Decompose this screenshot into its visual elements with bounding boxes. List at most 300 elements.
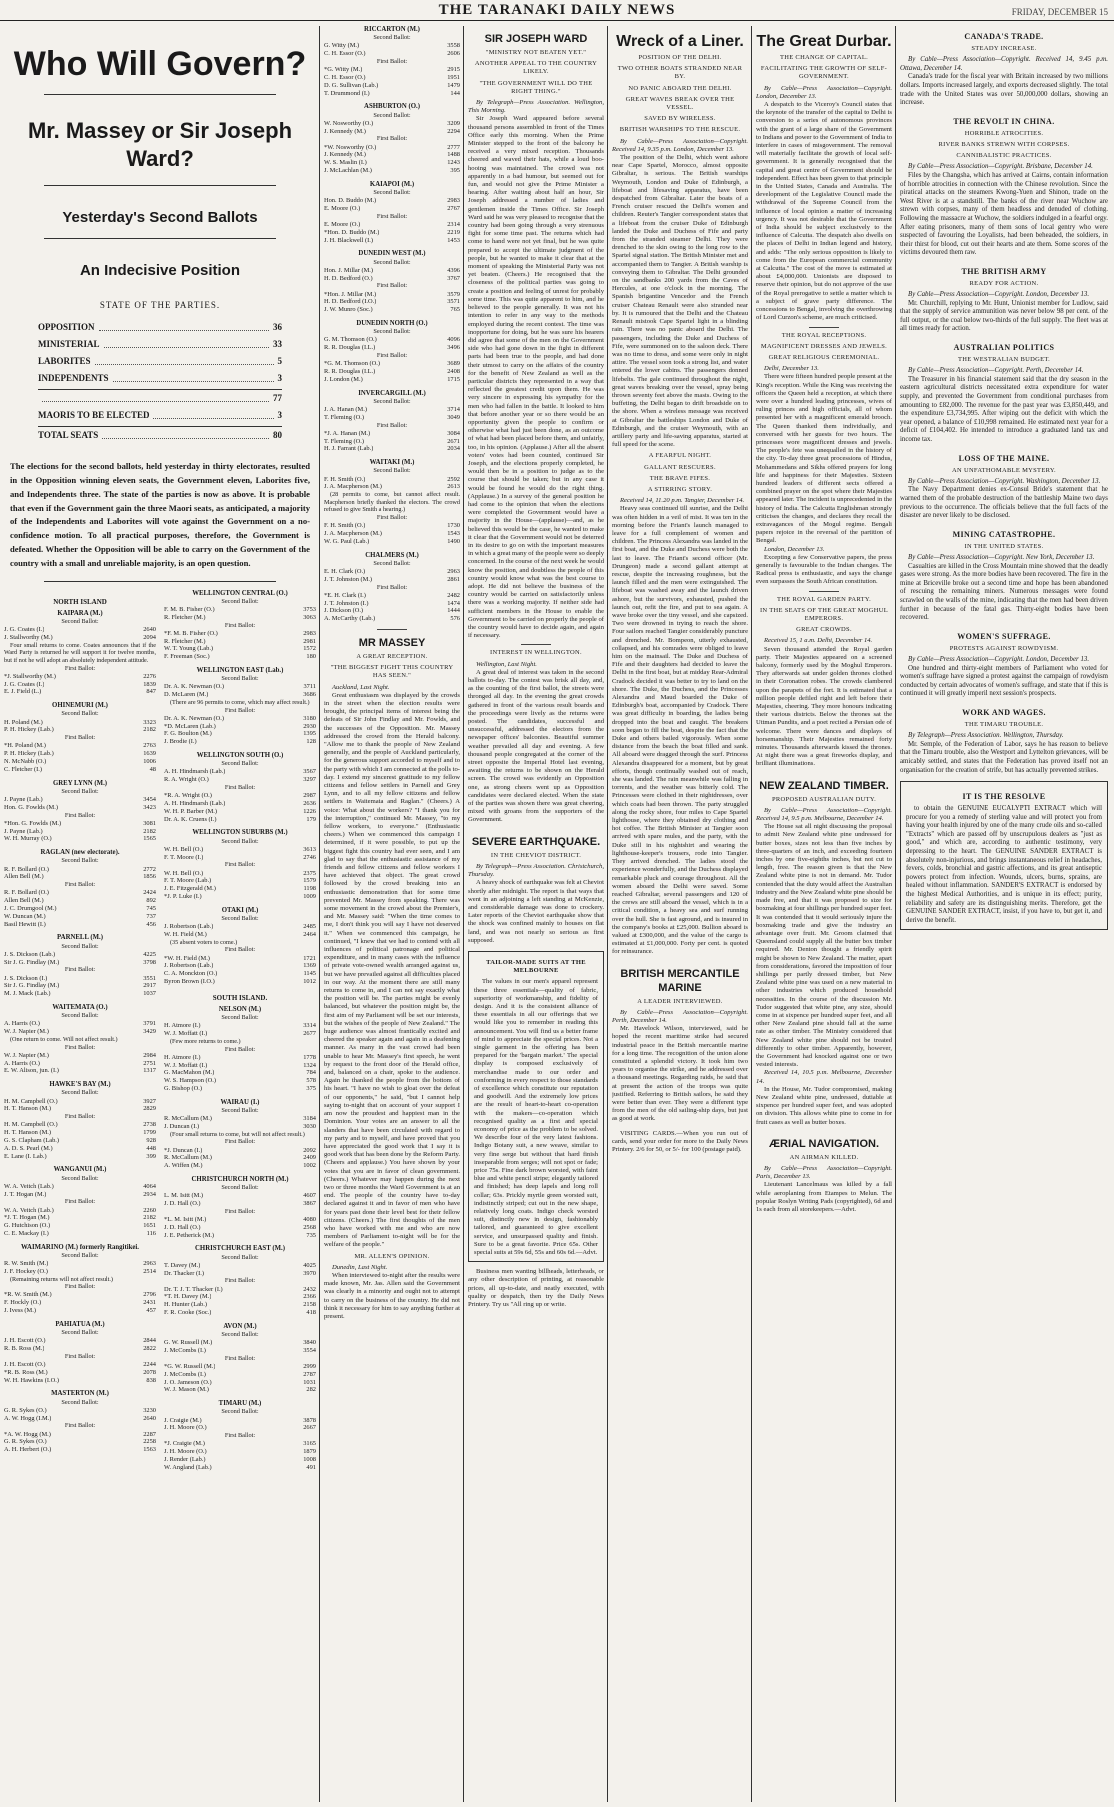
candidate-row bbox=[4, 688, 156, 696]
electorate bbox=[164, 752, 316, 823]
candidate-row bbox=[324, 576, 460, 584]
candidate-votes: 2431 bbox=[143, 1299, 156, 1307]
candidate-name: E. Moore (O.) bbox=[324, 220, 361, 228]
candidate-row bbox=[164, 808, 316, 816]
allen-byline: Dunedin, Last Night. bbox=[332, 1263, 388, 1271]
candidate-votes: 2287 bbox=[143, 1430, 156, 1438]
candidate-row bbox=[164, 1054, 316, 1062]
candidate-row bbox=[324, 615, 460, 623]
candidate-name: A. Harris (O.) bbox=[4, 1059, 40, 1067]
candidate-name: C. Fletcher (I.) bbox=[4, 765, 42, 773]
candidate-row bbox=[164, 1293, 316, 1301]
candidate-row bbox=[324, 592, 460, 600]
candidate-votes: 4064 bbox=[143, 1182, 156, 1190]
candidate-row bbox=[164, 630, 316, 638]
leader-dots bbox=[104, 336, 269, 348]
leader-dots bbox=[102, 427, 269, 439]
ballot-label: First Ballot: bbox=[376, 583, 408, 591]
candidate-votes: 2640 bbox=[143, 626, 156, 634]
candidate-name: H. M. Campbell (O.) bbox=[4, 1121, 58, 1129]
candidate-row bbox=[164, 1085, 316, 1093]
electorate-name: KAIPARA (M.) bbox=[57, 609, 103, 617]
electorate-name: RAGLAN (new electorate). bbox=[40, 849, 120, 857]
candidate-row bbox=[324, 237, 460, 245]
australian-politics-byline: By Cable—Press Association—Copyright. Perth, December 14. bbox=[908, 367, 1084, 375]
candidate-votes: 2314 bbox=[447, 220, 460, 228]
aerial-deck: AN AIRMAN KILLED. bbox=[789, 1153, 859, 1161]
electorate bbox=[324, 320, 460, 384]
party-row bbox=[38, 336, 282, 353]
garden-byline: Received 15, 1 a.m. Delhi, December 14. bbox=[764, 637, 873, 645]
candidate-row bbox=[324, 291, 460, 299]
ballot-label: Second Ballot: bbox=[61, 1089, 99, 1097]
candidate-row bbox=[4, 1067, 156, 1075]
electorate bbox=[324, 459, 460, 545]
candidate-name: C. H. Essor (O.) bbox=[324, 50, 366, 58]
divider bbox=[44, 238, 276, 239]
candidate-name: J. T. Hogan (M.) bbox=[4, 1190, 47, 1198]
candidate-votes: 3165 bbox=[303, 1440, 316, 1448]
candidate-votes: 1721 bbox=[303, 954, 316, 962]
leader-dots bbox=[153, 407, 273, 419]
candidate-votes: 2861 bbox=[447, 575, 460, 583]
candidate-votes: 2746 bbox=[303, 853, 316, 861]
candidate-name: *J. P. Luke (I.) bbox=[164, 892, 202, 900]
tailor-headline: TAILOR-MADE SUITS AT THE MELBOURNE bbox=[486, 958, 586, 975]
candidate-votes: 3084 bbox=[447, 429, 460, 437]
candidate-name: F. T. Moore (I.) bbox=[164, 853, 204, 861]
candidate-name: W. S. Hampson (O.) bbox=[164, 1077, 216, 1085]
electorate bbox=[4, 1081, 156, 1160]
candidate-name: R. F. Bollard (O.) bbox=[4, 889, 49, 897]
electorate-name: CHRISTCHURCH NORTH (M.) bbox=[191, 1175, 289, 1183]
column-4 bbox=[468, 26, 604, 1802]
candidate-row bbox=[4, 1431, 156, 1439]
candidate-row bbox=[164, 1286, 316, 1294]
candidate-votes: 3063 bbox=[303, 613, 316, 621]
timber-byline-2: Received 14, 10.5 p.m. Melbourne, December 14. bbox=[756, 1069, 892, 1085]
ballot-label: Second Ballot: bbox=[221, 1331, 259, 1339]
party-count: 36 bbox=[273, 322, 282, 333]
candidate-name: W. J. Mason (M.) bbox=[164, 1386, 209, 1394]
candidate-votes: 1879 bbox=[303, 1448, 316, 1456]
candidate-row bbox=[4, 758, 156, 766]
candidate-name: R. B. Ross (M.) bbox=[4, 1345, 45, 1353]
candidate-votes: 1543 bbox=[447, 529, 460, 537]
candidate-row bbox=[4, 796, 156, 804]
divider bbox=[44, 94, 276, 95]
candidate-row bbox=[164, 1192, 316, 1200]
candidate-votes: 179 bbox=[306, 815, 316, 823]
candidate-name: T. Davey (M.) bbox=[164, 1261, 201, 1269]
candidate-row bbox=[324, 275, 460, 283]
candidate-name: J. Brodie (I.) bbox=[164, 738, 197, 746]
candidate-votes: 1572 bbox=[303, 645, 316, 653]
result-note: (35 absent voters to come.) bbox=[170, 938, 238, 946]
electorate-name: NELSON (M.) bbox=[218, 1005, 262, 1013]
candidate-votes: 3314 bbox=[303, 1022, 316, 1030]
night-byline: Received 14, 11.20 p.m. Tangier, December 14. bbox=[620, 497, 745, 505]
china-deck-1: HORRIBLE ATROCITIES. bbox=[964, 129, 1044, 137]
candidate-name: J. Stallworthy (M.) bbox=[4, 633, 53, 641]
electorate-name: WAITEMATA (O.) bbox=[52, 1003, 108, 1011]
massey-deck-1: A GREAT RECEPTION. bbox=[356, 652, 428, 660]
candidate-votes: 2772 bbox=[143, 865, 156, 873]
candidate-name: J. Ivess (M.) bbox=[4, 1307, 36, 1315]
candidate-row bbox=[324, 483, 460, 491]
candidate-name: G. R. Sykes (O.) bbox=[4, 1406, 47, 1414]
candidate-row bbox=[324, 50, 460, 58]
ballot-label: First Ballot: bbox=[224, 1432, 256, 1440]
candidate-name: W. H. Bell (O.) bbox=[164, 845, 204, 853]
army-deck: READY FOR ACTION. bbox=[969, 279, 1039, 287]
divider bbox=[809, 591, 839, 592]
candidate-row bbox=[164, 1440, 316, 1448]
candidate-votes: 2375 bbox=[303, 869, 316, 877]
candidate-votes: 1730 bbox=[447, 522, 460, 530]
candidate-name: F. M. B. Fisher (O.) bbox=[164, 605, 215, 613]
candidate-votes: 2258 bbox=[143, 1438, 156, 1446]
candidate-row bbox=[324, 128, 460, 136]
candidate-votes: 2763 bbox=[143, 742, 156, 750]
candidate-votes: 2963 bbox=[447, 567, 460, 575]
candidate-votes: 2158 bbox=[303, 1301, 316, 1309]
masthead-date: FRIDAY, DECEMBER 15 bbox=[1011, 7, 1108, 17]
candidate-name: W. A. Veitch (Lab.) bbox=[4, 1182, 54, 1190]
candidate-row bbox=[4, 750, 156, 758]
state-of-parties-title: STATE OF THE PARTIES. bbox=[99, 300, 221, 310]
candidate-votes: 1243 bbox=[447, 159, 460, 167]
ballot-label: First Ballot: bbox=[224, 706, 256, 714]
electorate bbox=[164, 590, 316, 661]
candidate-name: R. McCallum (M.) bbox=[164, 1115, 212, 1123]
candidate-votes: 2613 bbox=[447, 483, 460, 491]
candidate-votes: 576 bbox=[450, 615, 460, 623]
candidate-votes: 3554 bbox=[303, 1347, 316, 1355]
electorate bbox=[164, 1323, 316, 1394]
electorate-name: WELLINGTON CENTRAL (O.) bbox=[192, 589, 288, 597]
candidate-row bbox=[164, 1363, 316, 1371]
allen-headline: MR. ALLEN'S OPINION. bbox=[354, 1252, 430, 1260]
candidate-name: E. Moore (O.) bbox=[324, 204, 361, 212]
electorate-name: HAWKE'S BAY (M.) bbox=[49, 1081, 111, 1089]
candidate-row bbox=[164, 730, 316, 738]
candidate-name: J. Duncan (I.) bbox=[164, 1122, 200, 1130]
candidate-row bbox=[324, 66, 460, 74]
interest-headline: INTEREST IN WELLINGTON. bbox=[490, 649, 582, 657]
candidate-row bbox=[324, 600, 460, 608]
candidate-name: Sir J. G. Findlay (M.) bbox=[4, 958, 60, 966]
candidate-votes: 3454 bbox=[143, 795, 156, 803]
candidate-name: J. Robertson (Lab.) bbox=[164, 923, 214, 931]
aerial-byline: By Cable—Press Association—Copyright. Paris, December 13. bbox=[756, 1164, 892, 1181]
candidate-name: *G. M. Thomson (O.) bbox=[324, 360, 380, 368]
candidate-row bbox=[4, 905, 156, 913]
candidate-row bbox=[4, 1129, 156, 1137]
ward-body: Sir Joseph Ward appeared before several thousand persons assembled in front of the Times Office early this morning. When the Prime Minister stepped to the front of the balcony he received a very mixed reception. Thousands cheered and waved their hats, while a loud boo-hooing was maintained. The crowd was not apparently in a bad humour, but seemed out for fun, and would not give the Prime Minister a hearing. After waiting about half an hour, Sir Joseph addressed a number of ladies and gentlemen inside the Times Office. Sir Joseph Ward said he was very pleased to recognise that the country had been going through a very strenuous fight for some time past. The returns which had come to hand were not yet final, but he was quite prepared to accept the ultimate judgment of the people, but he wanted to make it clear that at the moment of speaking the Ministerial Party was not yet beaten. (Cheers.) He recognised that the closeness of the political parties was going to create a position and feeling of unrest for probably some time. This was quite apparent to him, and he believed to the people generally. It was not his intention to refer in any way to the methods employed during the recent contest. The time was inopportune for doing, but he was sure his hearers did agree that some of the men on the Government side who had gone down in the fight in different parts had been true to the people, and had done their utmost to carry on the affairs of the country for the benefit of New Zealand as well as the particular districts they represented in a way that reflected the greatest credit upon them. He was very sincere in expressing his sympathy for the men who had fallen in the battle. It looked to him that before another year or so there would be an opportunity given the people to confirm or otherwise what had just been done, as an outcome of what had been placed before them, and unfairly, too, in his opinion. (Applause.) After all the absent voters' votes had been counted, continued Sir Joseph, and the elections properly completed, he would then be in a position to judge as to the course that should be taken; but in any case it would be found he would do the right thing. (Applause.) In a survey of the general position he had come to the opinion that when the elections were completed the Government would have a majority in the House—(applause)—and, as he believed this would be the case, he wanted to make it clear that the Government would not be deterred in its desire to go on with the important measures in which a great many of the people were so deeply concerned. In the course of the next week he would know the position, and doubtless the people of this country would know what was the best course to adopt. He did not believe the business of the country would be carried on satisfactorily unless there was a working majority. If neither side had sufficient members in the House to enable the Government to be carried on properly the people of the country would have to decide again, and again if necessary. bbox=[468, 115, 604, 640]
party-label: INDEPENDENTS bbox=[38, 373, 109, 384]
candidate-votes: 3798 bbox=[143, 958, 156, 966]
candidate-votes: 2514 bbox=[143, 1267, 156, 1275]
candidate-row bbox=[164, 885, 316, 893]
wreck-body: The position of the Delhi, which went ashore near Cape Spartel, Morocco, almost opposite Gibraltar, is serious. The British warships Weymouth, London and Duke of Edinburgh, a lifeboat and lifesaving apparatus, have been despatched from Gibraltar. Later the boats of a French cruiser rescued the Delhi's women and children. Reuter's Tangier correspondent states that a lifeboat from the cruiser Duke of Edinburgh landed the Duke and Duchess of Fife and party from the stranded steamer Delhi. They were drenched to the skin owing to the long row to the Spartel signal station. The British Minister met and accompanied them to Tangier. A British warship is conveying them to Gibraltar. The Delhi grounded on the sandbanks 200 yards from the Caves of Hercules, at one o'clock in the morning. The Spanish brigantine Vencedor and the French cruiser Chateau Renault were also stranded near by. It is rumoured that the Delhi and the Chateau Renault mistook Cape Spartel light in a blinding rain. There was no panic aboard the Delhi. The passengers, including the Duke and Duchess of Fife, were summoned on to the saloon deck. There was no time to dress, and some were only in night attire. The vessel soon took a strong list, and water entered the lower cabins. The passengers donned lifebelts. The gale continued throughout the night, great waves breaking over the vessel, spray being thrown seventy feet above the masts. Owing to the buffeting, the Delhi began to drift broadside on to the shore. When a wireless message was received at Gibraltar the battleships London and Duke of Edinburgh, and the cruiser Weymouth, with an artillery party and life-saving apparatus, started at full speed for the scene. bbox=[612, 154, 748, 449]
candidate-votes: 2777 bbox=[447, 143, 460, 151]
candidate-row bbox=[4, 1299, 156, 1307]
candidate-votes: 375 bbox=[306, 1084, 316, 1092]
electorate-name: RICCARTON (M.) bbox=[364, 26, 420, 33]
candidate-name: H. Poland (M.) bbox=[4, 718, 43, 726]
candidate-name: Hon. J. Millar (M.) bbox=[324, 266, 373, 274]
candidate-votes: 3613 bbox=[303, 845, 316, 853]
candidate-name: A. D. S. Pearl (M.) bbox=[4, 1144, 53, 1152]
candidate-row bbox=[164, 1448, 316, 1456]
party-label: TOTAL SEATS bbox=[38, 430, 99, 441]
candidate-votes: 128 bbox=[306, 738, 316, 746]
result-note: (28 permits to come, but cannot affect result. Macpherson briefly thanked the electors. The crowd refused to give Smith a hearing.) bbox=[324, 491, 460, 514]
candidate-name: H. D. Bedford (O.) bbox=[324, 274, 373, 282]
candidate-name: W. Nosworthy (O.) bbox=[324, 119, 374, 127]
candidate-row bbox=[164, 955, 316, 963]
maine-body: The Navy Department denies ex-Consul Bride's statement that he warned them of the probable destruction of the battleship Maine two days previous to the occurrence. The officials believe that the full facts of the disaster are never likely to be disclosed. bbox=[900, 486, 1108, 520]
suffrage-headline: WOMEN'S SUFFRAGE. bbox=[957, 631, 1051, 641]
column-rule bbox=[463, 26, 464, 1802]
work-wages-headline: WORK AND WAGES. bbox=[962, 707, 1046, 717]
electorate-name: WAIRAU (I.) bbox=[220, 1098, 260, 1106]
ballot-label: First Ballot: bbox=[376, 212, 408, 220]
candidate-row bbox=[164, 1077, 316, 1085]
candidate-row bbox=[164, 893, 316, 901]
electorate-name: WELLINGTON EAST (Lab.) bbox=[196, 666, 284, 674]
candidate-votes: 399 bbox=[146, 1152, 156, 1160]
ward-deck-3: "THE GOVERNMENT WILL DO THE RIGHT THING." bbox=[479, 79, 593, 95]
candidate-name: R. Fletcher (M.) bbox=[164, 613, 206, 621]
ballot-label: First Ballot: bbox=[224, 1207, 256, 1215]
candidate-row bbox=[4, 1121, 156, 1129]
headline-second-ballots: Yesterday's Second Ballots bbox=[62, 209, 258, 226]
candidate-votes: 1799 bbox=[143, 1129, 156, 1137]
candidate-votes: 2409 bbox=[303, 1154, 316, 1162]
work-wages-deck: THE TIMARU TROUBLE. bbox=[964, 720, 1044, 728]
candidate-row bbox=[164, 1424, 316, 1432]
candidate-row bbox=[164, 1456, 316, 1464]
candidate-votes: 2963 bbox=[143, 1260, 156, 1268]
electorate bbox=[164, 907, 316, 986]
candidate-name: Hon. G. Fowlds (M.) bbox=[4, 803, 58, 811]
electorate-name: PAHIATUA (M.) bbox=[55, 1320, 105, 1328]
candidate-votes: 3791 bbox=[143, 1020, 156, 1028]
candidate-row bbox=[164, 978, 316, 986]
candidate-name: G. W. Russell (M.) bbox=[164, 1339, 213, 1347]
candidate-row bbox=[4, 975, 156, 983]
candidate-votes: 3558 bbox=[447, 42, 460, 50]
leader-dots bbox=[99, 319, 269, 331]
candidate-name: J. D. Hall (O.) bbox=[164, 1223, 201, 1231]
ballot-label: First Ballot: bbox=[64, 1422, 96, 1430]
marine-deck: A LEADER INTERVIEWED. bbox=[637, 997, 723, 1005]
candidate-name: C. A. Monckton (O.) bbox=[164, 970, 218, 978]
candidate-name: J. A. Macpherson (M.) bbox=[324, 483, 382, 491]
candidate-row bbox=[4, 1191, 156, 1199]
candidate-row bbox=[164, 683, 316, 691]
electorate bbox=[4, 1166, 156, 1237]
candidate-row bbox=[324, 298, 460, 306]
candidate-votes: 3579 bbox=[447, 290, 460, 298]
candidate-name: F. R. Cooke (Soc.) bbox=[164, 1309, 212, 1317]
candidate-votes: 2999 bbox=[303, 1363, 316, 1371]
candidate-votes: 2930 bbox=[303, 722, 316, 730]
candidate-name: *A. W. Hogg (M.) bbox=[4, 1430, 51, 1438]
candidate-row bbox=[324, 197, 460, 205]
candidate-row bbox=[4, 1060, 156, 1068]
candidate-row bbox=[164, 1232, 316, 1240]
candidate-name: W. H. Bell (O.) bbox=[164, 869, 204, 877]
candidate-name: J. H. Escott (O.) bbox=[4, 1361, 46, 1369]
australian-politics-deck: THE WESTRALIAN BUDGET. bbox=[957, 356, 1051, 364]
candidate-name: E. J. Field (L.) bbox=[4, 688, 42, 696]
electorate-name: ASHBURTON (O.) bbox=[364, 103, 420, 111]
candidate-row bbox=[324, 522, 460, 530]
ballot-label: Second Ballot: bbox=[221, 1408, 259, 1416]
result-note: (Four small returns to come, but will not affect result.) bbox=[170, 1130, 305, 1138]
candidate-row bbox=[324, 445, 460, 453]
candidate-votes: 3689 bbox=[447, 360, 460, 368]
ballot-label: First Ballot: bbox=[224, 861, 256, 869]
candidate-name: *R. A. Wright (O.) bbox=[164, 792, 212, 800]
candidate-name: A. Wiffen (M.) bbox=[164, 1162, 203, 1170]
candidate-name: E. W. Alison, jun. (I.) bbox=[4, 1067, 59, 1075]
candidate-votes: 1488 bbox=[447, 151, 460, 159]
candidate-votes: 737 bbox=[146, 912, 156, 920]
region-label: SOUTH ISLAND. bbox=[212, 993, 268, 1002]
eucalypti-advert bbox=[900, 781, 1108, 930]
candidate-votes: 3429 bbox=[143, 1028, 156, 1036]
electorate-name: WELLINGTON SUBURBS (M.) bbox=[192, 829, 288, 837]
candidate-row bbox=[164, 1022, 316, 1030]
party-row bbox=[38, 389, 282, 407]
aerial-body: Lieutenant Lancelmaus was killed by a fall while aeroplaning from Etampes to Melun. The popular Roslyn Writing Pads (copyrighted), 6d and 1s each from all storekeepers.—Advt. bbox=[756, 1181, 892, 1213]
candidate-name: *W. Nosworthy (O.) bbox=[324, 143, 377, 151]
candidate-name: J. S. Dickson (I.) bbox=[4, 974, 48, 982]
candidate-row bbox=[4, 1369, 156, 1377]
candidate-name: Byron Brown (I.O.) bbox=[164, 977, 215, 985]
candidate-name: J. O. Jameson (O.) bbox=[164, 1378, 212, 1386]
electorate bbox=[164, 1099, 316, 1170]
candidate-name: N. McNabb (O.) bbox=[4, 757, 47, 765]
leader-dots bbox=[42, 390, 269, 402]
ballot-label: First Ballot: bbox=[224, 783, 256, 791]
electorate-name: MASTERTON (M.) bbox=[51, 1390, 109, 1398]
candidate-row bbox=[4, 1337, 156, 1345]
allen-body: When interviewed to-night after the results were made known, Mr. Jas. Allen said the Government was clearly in a minority and ought not to attempt to carry on the business of the country. He did not think it necessary for him to say anything further at present. bbox=[324, 1271, 460, 1320]
candidate-votes: 1395 bbox=[303, 730, 316, 738]
tailor-advert bbox=[468, 951, 604, 1262]
candidate-votes: 1479 bbox=[447, 81, 460, 89]
garden-deck-3: GREAT CROWDS. bbox=[796, 626, 852, 634]
electorate bbox=[4, 702, 156, 773]
candidate-name: W. S. Maslin (I.) bbox=[324, 159, 367, 167]
maine-deck: AN UNFATHOMABLE MYSTERY. bbox=[952, 466, 1056, 474]
party-label: OPPOSITION bbox=[38, 322, 95, 333]
interest-byline: Wellington, Last Night. bbox=[476, 660, 537, 668]
ward-headline: SIR JOSEPH WARD bbox=[484, 33, 588, 45]
candidate-name: A. H. Hindmarsh (Lab.) bbox=[164, 799, 226, 807]
candidate-name: J. Payne (Lab.) bbox=[4, 795, 43, 803]
candidate-votes: 3551 bbox=[143, 974, 156, 982]
candidate-row bbox=[164, 776, 316, 784]
candidate-name: J. H. Moore (O.) bbox=[164, 1448, 207, 1456]
candidate-name: G. Hutchison (O.) bbox=[4, 1222, 51, 1230]
candidate-row bbox=[324, 568, 460, 576]
candidate-name: J. G. Coates (I.) bbox=[4, 680, 45, 688]
candidate-row bbox=[324, 344, 460, 352]
candidate-row bbox=[4, 626, 156, 634]
candidate-row bbox=[164, 1154, 316, 1162]
candidate-votes: 2276 bbox=[143, 672, 156, 680]
candidate-votes: 1490 bbox=[447, 537, 460, 545]
candidate-row bbox=[164, 1224, 316, 1232]
candidate-votes: 1839 bbox=[143, 680, 156, 688]
electorate bbox=[4, 849, 156, 928]
candidate-name: J. H. Escott (O.) bbox=[4, 1337, 46, 1345]
candidate-votes: 3753 bbox=[303, 605, 316, 613]
ballot-label: Second Ballot: bbox=[373, 258, 411, 266]
maine-headline: LOSS OF THE MAINE. bbox=[958, 453, 1050, 463]
candidate-name: *H. Poland (M.) bbox=[4, 742, 46, 750]
candidate-name: C. H. Essor (O.) bbox=[324, 74, 366, 81]
candidate-row bbox=[324, 438, 460, 446]
candidate-row bbox=[4, 982, 156, 990]
candidate-row bbox=[4, 1407, 156, 1415]
marine-byline: By Cable—Press Association—Copyright. Perth, December 14. bbox=[612, 1008, 748, 1024]
candidate-votes: 2294 bbox=[447, 127, 460, 135]
garden-deck-1: THE ROYAL GARDEN PARTY. bbox=[776, 595, 872, 603]
candidate-row bbox=[324, 360, 460, 368]
ballot-label: First Ballot: bbox=[64, 1043, 96, 1051]
ballot-label: Second Ballot: bbox=[373, 188, 411, 196]
column-rule bbox=[607, 26, 608, 1802]
candidate-row bbox=[4, 820, 156, 828]
candidate-votes: 2767 bbox=[447, 204, 460, 212]
candidate-votes: 2983 bbox=[447, 197, 460, 205]
candidate-row bbox=[4, 673, 156, 681]
candidate-row bbox=[164, 1301, 316, 1309]
divider bbox=[44, 185, 276, 186]
reception-byline: Delhi, December 13. bbox=[764, 365, 819, 373]
massey-deck-2: "THE BIGGEST FIGHT THIS COUNTRY HAS SEEN." bbox=[330, 664, 454, 680]
candidate-votes: 2677 bbox=[303, 1030, 316, 1038]
result-note: (Remaining returns will not affect result.) bbox=[10, 1275, 113, 1283]
candidate-votes: 3711 bbox=[303, 683, 316, 691]
candidate-row bbox=[164, 645, 316, 653]
candidate-votes: 3209 bbox=[447, 119, 460, 127]
candidate-name: C. E. Mackay (I.) bbox=[4, 1229, 49, 1237]
headline-who-will-govern: Who Will Govern? bbox=[13, 45, 307, 83]
ballot-label: First Ballot: bbox=[64, 881, 96, 889]
ballot-label: First Ballot: bbox=[224, 946, 256, 954]
leader-dots bbox=[95, 353, 274, 365]
party-count: 33 bbox=[273, 339, 282, 350]
candidate-row bbox=[324, 267, 460, 275]
masthead bbox=[0, 0, 1114, 21]
party-row bbox=[38, 407, 282, 424]
column-rule bbox=[319, 26, 320, 1802]
candidate-row bbox=[324, 90, 460, 98]
candidate-votes: 3867 bbox=[303, 1200, 316, 1208]
earthquake-byline: By Telegraph—Press Association. Christchurch, Thursday. bbox=[468, 862, 604, 879]
ballot-label: Second Ballot: bbox=[221, 837, 259, 845]
candidate-votes: 2981 bbox=[303, 637, 316, 645]
candidate-name: J. G. Coates (I.) bbox=[4, 626, 45, 634]
